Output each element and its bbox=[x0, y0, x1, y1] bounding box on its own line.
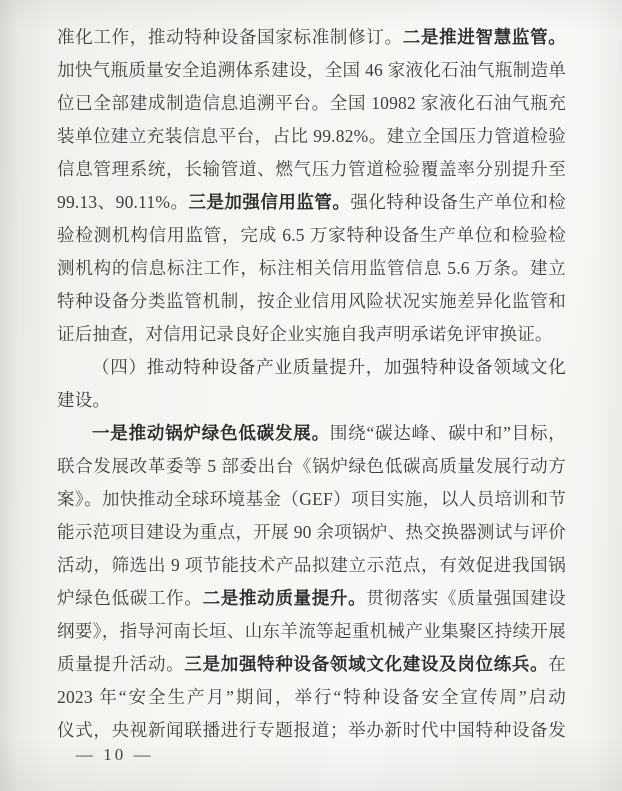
text-line bbox=[57, 54, 566, 87]
section-heading-line bbox=[57, 351, 566, 384]
text-line bbox=[57, 153, 566, 186]
section-heading-line bbox=[57, 384, 566, 417]
text-segment: 联合发展改革委等 5 部委出台《锅炉绿色低碳高质量发展行动方 bbox=[57, 456, 566, 476]
text-segment: 活动，筛选出 9 项节能技术产品拟建立示范点，有效促进我国锅 bbox=[57, 555, 566, 575]
text-segment: 纲要》，指导河南长垣、山东羊流等起重机械产业集聚区持续开展 bbox=[57, 621, 566, 641]
text-segment: 在 bbox=[548, 654, 566, 674]
text-segment: 测机构的信息标注工作，标注相关信用监管信息 5.6 万条。建立 bbox=[57, 258, 566, 278]
text-segment: 加快气瓶质量安全追溯体系建设，全国 46 家液化石油气瓶制造单 bbox=[57, 60, 566, 80]
text-segment: 99.13、90.11%。 bbox=[57, 192, 189, 212]
emphasis-segment: 二是推动质量提升。 bbox=[202, 588, 367, 608]
text-line bbox=[57, 549, 566, 582]
text-line bbox=[57, 285, 566, 318]
text-line bbox=[57, 186, 566, 219]
text-segment: 质量提升活动。 bbox=[57, 654, 185, 674]
text-line bbox=[57, 615, 566, 648]
text-line bbox=[57, 648, 566, 681]
text-segment: 验检测机构信用监管，完成 6.5 万家特种设备生产单位和检验检 bbox=[57, 225, 566, 245]
text-segment: 位已全部建成制造信息追溯平台。全国 10982 家液化石油气瓶充 bbox=[57, 93, 566, 113]
text-segment: 炉绿色低碳工作。 bbox=[57, 588, 203, 608]
text-line bbox=[57, 219, 566, 252]
text-line bbox=[57, 87, 566, 120]
text-line bbox=[57, 318, 566, 351]
emphasis-segment: 三是加强特种设备领域文化建设及岗位练兵。 bbox=[184, 654, 549, 674]
page-number: — 10 — bbox=[76, 745, 154, 764]
text-line bbox=[57, 21, 566, 54]
text-line bbox=[57, 681, 566, 714]
text-segment: 强化特种设备生产单位和检 bbox=[350, 192, 566, 212]
text-segment: 围绕“碳达峰、碳中和”目标， bbox=[329, 423, 566, 443]
emphasis-segment: 二是推进智慧监管。 bbox=[402, 27, 566, 47]
emphasis-segment: 一是推动锅炉绿色低碳发展。 bbox=[92, 423, 330, 443]
text-line bbox=[57, 582, 566, 615]
heading-segment: （四）推动特种设备产业质量提升，加强特种设备领域文化 bbox=[92, 357, 566, 377]
emphasis-segment: 三是加强信用监管。 bbox=[188, 192, 351, 212]
text-segment: 证后抽查，对信用记录良好企业实施自我声明承诺免评审换证。 bbox=[57, 324, 553, 344]
text-line bbox=[57, 450, 566, 483]
text-segment: 装单位建立充装信息平台，占比 99.82%。建立全国压力管道检验 bbox=[57, 126, 566, 146]
text-line bbox=[57, 516, 566, 549]
text-segment: 案》。加快推动全球环境基金（GEF）项目实施，以人员培训和节 bbox=[57, 489, 566, 509]
text-segment: 2023 年“安全生产月”期间，举行“特种设备安全宣传周”启动 bbox=[57, 687, 566, 707]
text-segment: 仪式，央视新闻联播进行专题报道；举办新时代中国特种设备发 bbox=[57, 720, 566, 740]
text-line bbox=[57, 483, 566, 516]
text-segment: 信息管理系统，长输管道、燃气压力管道检验覆盖率分别提升至 bbox=[57, 159, 566, 179]
text-segment: 特种设备分类监管机制，按企业信用风险状况实施差异化监管和 bbox=[57, 291, 566, 311]
text-line bbox=[57, 120, 566, 153]
text-line bbox=[57, 252, 566, 285]
text-segment: 能示范项目建设为重点，开展 90 余项锅炉、热交换器测试与评价 bbox=[57, 522, 566, 542]
text-line bbox=[57, 417, 566, 450]
text-segment: 贯彻落实《质量强国建设 bbox=[366, 588, 566, 608]
text-line bbox=[57, 714, 566, 747]
text-segment: 准化工作，推动特种设备国家标准制修订。 bbox=[57, 27, 403, 47]
heading-segment: 建设。 bbox=[57, 390, 111, 410]
